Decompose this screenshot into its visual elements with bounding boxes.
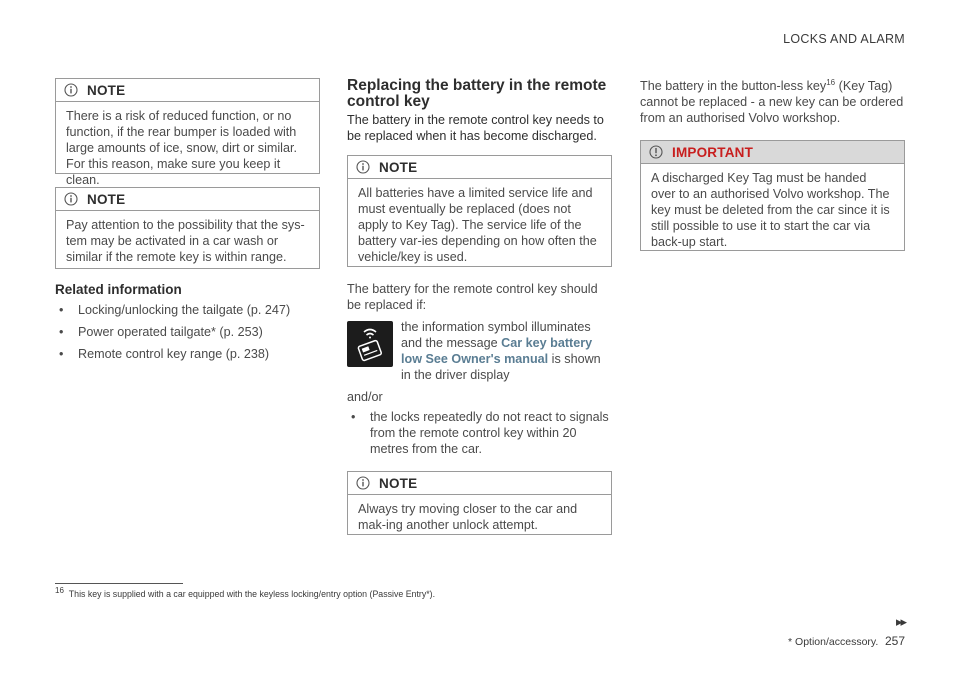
note-text: There is a risk of reduced function, or no function, if the rear bumper is loaded with large amounts of ice, snow, dirt or similar. For this reason, make sure you keep it clean. xyxy=(66,109,297,187)
related-information-heading: Related information xyxy=(55,282,182,297)
related-information-list xyxy=(55,302,325,368)
note-text: All batteries have a limited service life and must eventually be replaced (does not apply to Key Tag). The service life of the battery var-ies depending on how often the vehicle/key is used. xyxy=(358,186,597,264)
footnote-ref[interactable]: 16 xyxy=(826,77,836,87)
note-header xyxy=(56,188,319,211)
section-intro: The battery in the remote control key needs to be replaced when it has become discharged. xyxy=(347,113,604,143)
option-accessory-note: * Option/accessory. xyxy=(788,636,879,648)
note-title: NOTE xyxy=(87,82,126,98)
condition-bullet: • the locks repeatedly do not react to signals from the remote control key within 20 metres from the car. xyxy=(351,410,609,456)
note-box-rear-bumper xyxy=(55,78,320,187)
key-tag-paragraph: The battery in the button-less key$^{16}$ (Key Tag) cannot be replaced - a new key can be ordered from an authorised Volvo workshop. xyxy=(640,77,904,125)
important-box-key-tag xyxy=(640,140,905,251)
bullet-icon: • xyxy=(59,347,64,361)
key-battery-symbol xyxy=(347,321,393,367)
footnote xyxy=(55,586,436,599)
important-text: A discharged Key Tag must be handed over to an authorised Volvo workshop. The key must be deleted from the car since it is still possible to use it to start the car via back-up start. xyxy=(651,171,890,249)
related-link-tailgate-locking[interactable]: • Locking/unlocking the tailgate (p. 247) xyxy=(59,303,291,317)
symbol-description: the information symbol illuminates and the message Car key battery low See Owner's manual is shown in the driver display xyxy=(401,320,601,382)
bullet-icon: • xyxy=(59,325,64,339)
footnote-number: 16 xyxy=(55,586,64,596)
note-text: Always try moving closer to the car and mak-ing another unlock attempt. xyxy=(358,502,578,532)
important-header xyxy=(641,141,904,164)
important-title: IMPORTANT xyxy=(672,144,754,160)
note-title: NOTE xyxy=(87,191,126,207)
info-icon xyxy=(64,192,78,206)
footnote-divider xyxy=(55,583,183,584)
display-message: Car key battery low See Owner's manual xyxy=(401,336,593,366)
note-title: NOTE xyxy=(379,159,418,175)
info-icon xyxy=(356,476,370,490)
page-section-title: LOCKS AND ALARM xyxy=(783,32,905,46)
bullet-icon: • xyxy=(59,303,64,317)
note-title: NOTE xyxy=(379,475,418,491)
info-icon xyxy=(356,160,370,174)
note-header xyxy=(56,79,319,102)
section-heading: Replacing the battery in the remote control key xyxy=(347,77,607,110)
note-header xyxy=(348,472,611,495)
note-box-battery-life xyxy=(347,155,612,267)
page-number: 257 xyxy=(884,634,905,648)
and-or-text: and/or xyxy=(347,390,383,404)
note-header xyxy=(348,156,611,179)
related-link-power-tailgate[interactable]: • Power operated tailgate* (p. 253) xyxy=(59,325,263,339)
note-box-car-wash xyxy=(55,187,320,269)
page-footer xyxy=(788,634,905,648)
related-link-key-range[interactable]: • Remote control key range (p. 238) xyxy=(59,347,270,361)
bullet-icon: • xyxy=(351,410,356,424)
exclamation-icon xyxy=(649,145,663,159)
note-box-move-closer xyxy=(347,471,612,535)
note-text: Pay attention to the possibility that the sys-tem may be activated in a car wash or similar if the remote key is within range. xyxy=(66,218,305,264)
next-page-arrow-icon[interactable]: ▸▸ xyxy=(895,614,905,629)
info-icon xyxy=(64,83,78,97)
footnote-text: This key is supplied with a car equipped with the keyless locking/entry option (Passive Entry*). xyxy=(68,589,436,599)
battery-condition-intro: The battery for the remote control key should be replaced if: xyxy=(347,282,598,312)
